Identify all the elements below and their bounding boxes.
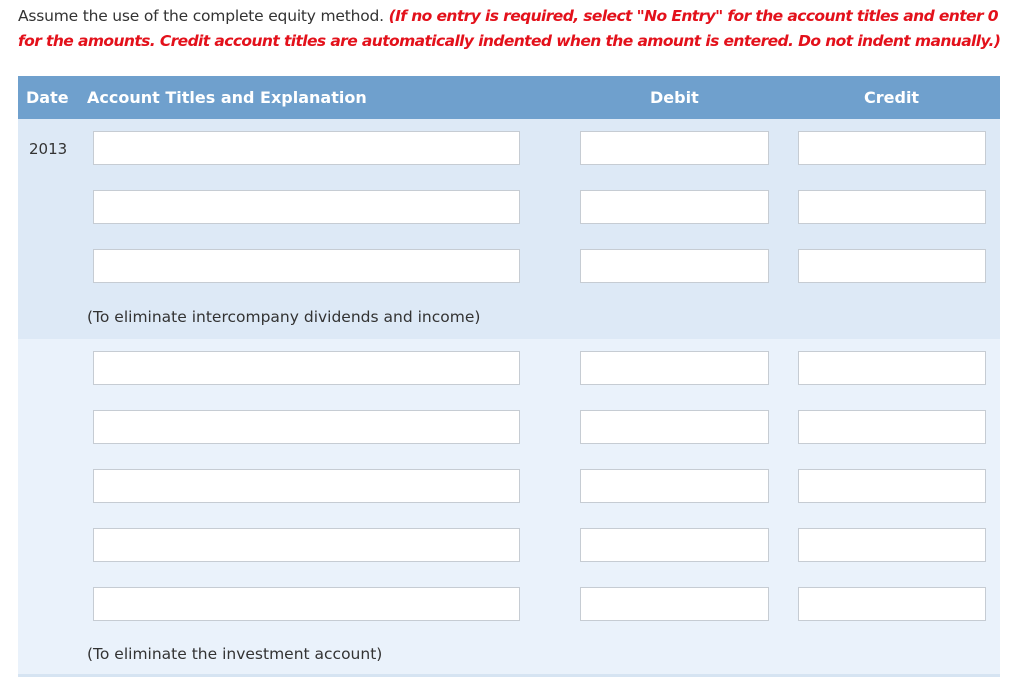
header-debit: Debit bbox=[650, 88, 699, 107]
credit-input[interactable] bbox=[798, 410, 986, 444]
journal-entry-1 bbox=[18, 119, 1000, 339]
credit-input[interactable] bbox=[798, 131, 986, 165]
entry-explanation: (To eliminate the investment account) bbox=[87, 645, 383, 663]
instructions-text: Assume the use of the complete equity method. bbox=[18, 7, 384, 25]
debit-input[interactable] bbox=[580, 528, 769, 562]
credit-input[interactable] bbox=[798, 190, 986, 224]
entry-explanation: (To eliminate intercompany dividends and income) bbox=[87, 308, 481, 326]
table-bottom-border bbox=[18, 674, 1000, 677]
header-account-titles: Account Titles and Explanation bbox=[87, 88, 367, 107]
account-title-input[interactable] bbox=[93, 131, 520, 165]
account-title-input[interactable] bbox=[93, 469, 520, 503]
header-date: Date bbox=[26, 88, 69, 107]
credit-input[interactable] bbox=[798, 528, 986, 562]
account-title-input[interactable] bbox=[93, 410, 520, 444]
credit-input[interactable] bbox=[798, 249, 986, 283]
entry-date: 2013 bbox=[29, 140, 68, 158]
account-title-input[interactable] bbox=[93, 351, 520, 385]
instructions bbox=[18, 4, 1008, 54]
debit-input[interactable] bbox=[580, 131, 769, 165]
debit-input[interactable] bbox=[580, 249, 769, 283]
account-title-input[interactable] bbox=[93, 249, 520, 283]
table-header bbox=[18, 76, 1000, 119]
debit-input[interactable] bbox=[580, 587, 769, 621]
credit-input[interactable] bbox=[798, 351, 986, 385]
journal-entry-2 bbox=[18, 339, 1000, 677]
debit-input[interactable] bbox=[580, 190, 769, 224]
instructions-emphasis: (If no entry is required, select "No Entry" for the account titles and enter 0 for the amounts. Credit account titles are automatically indented when the amount is entered. Do not indent manually.) bbox=[18, 7, 1001, 50]
header-credit: Credit bbox=[864, 88, 920, 107]
credit-input[interactable] bbox=[798, 587, 986, 621]
credit-input[interactable] bbox=[798, 469, 986, 503]
account-title-input[interactable] bbox=[93, 190, 520, 224]
debit-input[interactable] bbox=[580, 410, 769, 444]
account-title-input[interactable] bbox=[93, 587, 520, 621]
debit-input[interactable] bbox=[580, 351, 769, 385]
account-title-input[interactable] bbox=[93, 528, 520, 562]
debit-input[interactable] bbox=[580, 469, 769, 503]
journal-entry-table bbox=[18, 76, 1000, 677]
